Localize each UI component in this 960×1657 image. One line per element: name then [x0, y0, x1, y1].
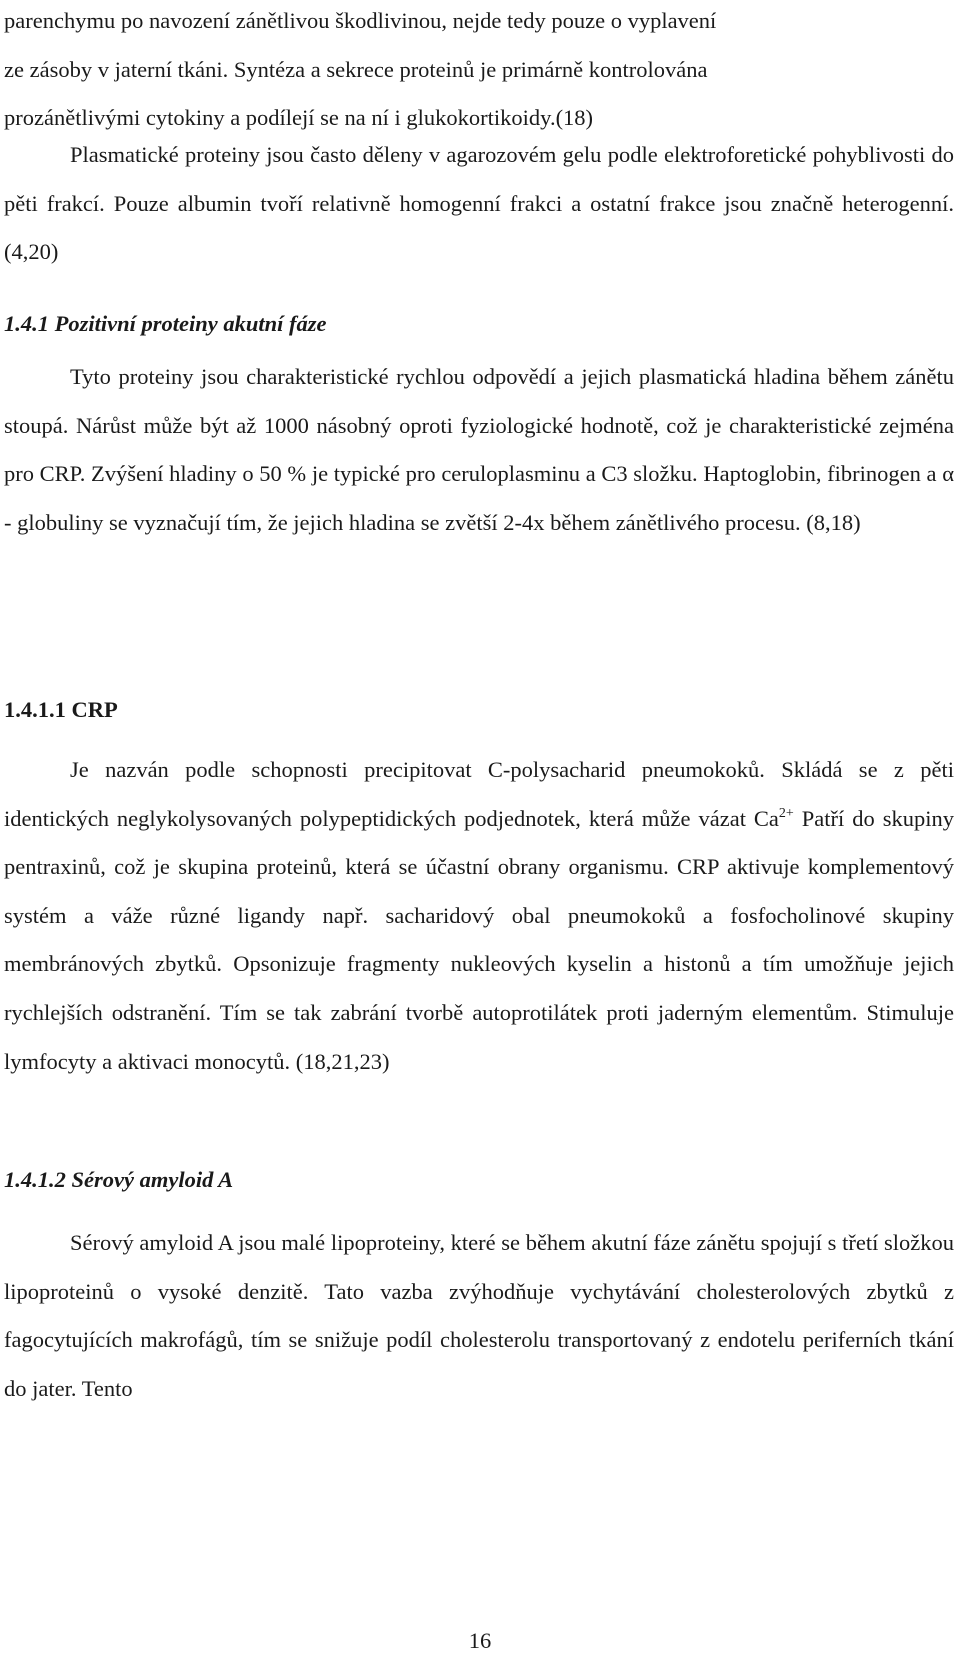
section-heading-serum-amyloid: 1.4.1.2 Sérový amyloid A	[4, 1167, 234, 1192]
plasma-paragraph: Plasmatické proteiny jsou často děleny v agarozovém gelu podle elektroforetické pohyblivosti do pěti frakcí. Pouze albumin tvoří relativně homogenní frakci a ostatní frakce jsou značně heterogenní. (4,20)	[4, 142, 954, 265]
section-heading-crp: 1.4.1.1 CRP	[4, 697, 118, 722]
intro-line-2: ze zásoby v jaterní tkáni. Syntéza a sekrece proteinů je primárně kontrolována	[4, 56, 708, 82]
crp-text-part-2: Patří do skupiny pentraxinů, což je skupina proteinů, která se účastní obrany organismu. CRP aktivuje komplementový systém a váže různé ligandy např. sacharidový obal pneumokoků a fosfocholinové skupiny membránových zbytků. Opsonizuje fragmenty nukleových kyselin a histonů a tím umožňuje jejich rychlejších odstranění. Tím se tak zabrání tvorbě autoprotilátek proti jaderným elementům. Stimuluje lymfocyty a aktivaci monocytů. (18,21,23)	[4, 805, 954, 1074]
page-number: 16	[468, 1628, 492, 1653]
intro-line-3: prozánětlivými cytokiny a podílejí se na ní i glukokortikoidy.(18)	[4, 105, 594, 131]
intro-paragraph	[4, 0, 954, 143]
section-heading-positive-proteins: 1.4.1 Pozitivní proteiny akutní fáze	[4, 311, 327, 336]
serum-amyloid-paragraph: Sérový amyloid A jsou malé lipoproteiny, které se během akutní fáze zánětu spojují s třetí složkou lipoproteinů o vysoké denzitě. Tato vazba zvýhodňuje vychytávání cholesterolových zbytků z fagocytujících makrofágů, tím se snižuje podíl cholesterolu transportovaný z endotelu periferních tkání do jater. Tento	[4, 1230, 954, 1401]
positive-proteins-paragraph: Tyto proteiny jsou charakteristické rychlou odpovědí a jejich plasmatická hladina během zánětu stoupá. Nárůst může být až 1000 násobný oproti fyziologické hodnotě, což je charakteristické zejména pro CRP. Zvýšení hladiny o 50 % je typické pro ceruloplasminu a C3 složku. Haptoglobin, fibrinogen a α - globuliny se vyznačují tím, že jejich hladina se zvětší 2-4x během zánětlivého procesu. (8,18)	[4, 364, 954, 535]
crp-text-part-1: Je nazván podle schopnosti precipitovat C-polysacharid pneumokoků. Skládá se z pěti identických neglykolysovaných polypeptidických podjednotek, která může vázat Ca	[4, 757, 954, 831]
crp-paragraph	[4, 746, 954, 1086]
intro-line-1: parenchymu po navození zánětlivou škodlivinou, nejde tedy pouze o vyplavení	[4, 8, 717, 33]
calcium-charge-superscript: 2+	[778, 805, 794, 821]
